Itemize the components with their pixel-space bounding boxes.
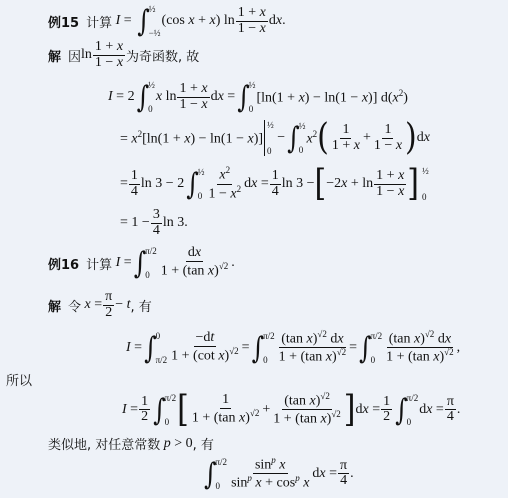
evaluation-limits: ½ 0 — [422, 166, 429, 202]
fraction: $\frac{(\tan x)^{√2} dx}{1 + (\tan x)^{√2}}$ — [386, 329, 454, 365]
result-prefix: 1 − — [131, 215, 150, 231]
solution-16-intro: 解 令 x = $\frac{\pi}{2}$ − t , 有 — [48, 289, 152, 320]
result-frac-num: 3 — [152, 207, 160, 222]
fraction: $\frac{1}{2}$ — [141, 393, 149, 425]
integral-sign: ∫ ½ 0 — [186, 166, 205, 202]
fraction: $\frac{1}{1 + (\tan x)^{√2}}$ — [191, 392, 260, 426]
equation-line-6: I = $\frac{1}{2}$ ∫ π/2 0 [ $\frac{1}{1 + (\tan x)^{√2}}$ + $\frac{(\tan x)^{√2}}{1 + (\tan x)^{√2}}$ ] dx = $\frac{1}{2}$ ∫ π/2 0 dx = $\frac{\pi}{4}$ . — [122, 388, 461, 431]
integral-sign: ∫ π/2 0 — [204, 456, 228, 492]
integral-sign: ∫ ½ 0 — [287, 120, 306, 156]
example-15-statement: 例15 计算 I = ∫ ½ −½ (cos x + x) ln $\frac{1 + x}{1 - x}$ dx. — [48, 3, 286, 39]
fraction: $\frac{1}{2}$ — [383, 393, 391, 425]
solution-15-text1: 因 — [68, 49, 82, 65]
similar-text2: , 有 — [192, 438, 214, 453]
fraction: $\frac{-dt}{1 + (\cot x)^{√2}}$ — [171, 330, 239, 364]
similar-statement: 类似地, 对任意常数 p > 0 , 有 — [48, 435, 214, 453]
formula-text: ln — [81, 47, 92, 63]
integral-sign: ∫ ½ 0 — [237, 79, 256, 115]
equation-line-2: = $x^2[\ln(1 + x) - \ln(1 - x)]$ ½ 0 − ∫ ½ 0 $x^2$ ( $\frac{1}{1 + x}$ + $\frac{1}{1 - x}$ ) dx — [120, 116, 430, 159]
fraction: $\frac{1 + x}{1 - x}$ — [376, 167, 405, 199]
equation-line-1: I = 2 ∫ ½ 0 x ln $\frac{1 + x}{1 - x}$ dx = ∫ ½ 0 [ln(1 + x) − ln(1 − x)] $d(x^2)$ — [108, 79, 408, 115]
example-15-label: 例15 — [48, 15, 80, 31]
integral-sign: ∫ π/2 0 — [395, 392, 419, 428]
integral-sign: ∫ π/2 0 — [359, 330, 383, 366]
result-tail: ln 3. — [162, 215, 188, 231]
example-16-label: 例16 — [48, 257, 80, 273]
equation-line-3: = $\frac{1}{4}$ ln 3 − 2 ∫ ½ 0 $\frac{x^2}{1 - x^2}$ dx = $\frac{1}{4}$ ln 3 − [ −2x + ln $\frac{1 + x}{1 - x}$ ] ½ 0 — [120, 162, 429, 205]
integral-sign: ∫ π/2 0 — [251, 330, 275, 366]
fraction: $\frac{1}{1 - x}$ — [373, 121, 403, 153]
fraction: $\frac{1 + x}{1 - x}$ — [237, 4, 266, 36]
suoyi-label: 所以 — [6, 374, 33, 389]
similar-text1: 类似地, 对任意常数 — [48, 438, 161, 453]
integral-sign: ∫ π/2 0 — [153, 392, 177, 428]
formula-text: I — [115, 13, 121, 28]
equation-line-4: = 1 − $\frac{3}{4}$ ln 3. — [120, 207, 188, 238]
fraction — [151, 208, 162, 238]
fraction: $\frac{x^2}{1 - x^2}$ — [208, 165, 242, 202]
equation-line-7: ∫ π/2 0 $\frac{\sin^p x}{\sin^p x + \cos^p x}$ dx = $\frac{\pi}{4}$ . — [204, 455, 354, 492]
fraction: $\frac{\sin^p x}{\sin^p x + \cos^p x}$ — [231, 455, 310, 491]
integral-sign: ∫ ½ −½ — [137, 3, 161, 39]
solution-15-intro — [48, 40, 199, 70]
fraction: $\frac{1}{4}$ — [271, 167, 279, 199]
example-15-intro: 计算 — [86, 15, 113, 31]
fraction: $\frac{1 + x}{1 - x}$ — [94, 39, 124, 70]
integral-sign: ∫ π/2 0 — [133, 245, 157, 281]
integral-sign: ∫ 0 π/2 — [144, 330, 168, 366]
example-16-intro: 计算 — [86, 257, 113, 273]
fraction: $\frac{1}{1 + x}$ — [331, 121, 360, 153]
fraction: $\frac{(\tan x)^{√2}}{1 + (\tan x)^{√2}}$ — [273, 391, 341, 427]
fraction: $\frac{1}{4}$ — [130, 167, 138, 199]
formula-text: (cos x + x) ln — [161, 13, 235, 28]
solution-16-label: 解 — [48, 299, 62, 315]
solution-16-text2: , 有 — [130, 299, 152, 315]
fraction: $\frac{\pi}{4}$ — [446, 393, 454, 425]
example-16-statement: 例16 计算 I = ∫ π/2 0 $\frac{dx}{1 + (\tan x)^{√2}}$ . — [48, 245, 235, 281]
equation-line-5: I = ∫ 0 π/2 $\frac{-dt}{1 + (\cot x)^{√2}}$ = ∫ π/2 0 $\frac{(\tan x)^{√2} dx}{1 + (\tan x)^{√2}}$ = ∫ π/2 0 $\frac{(\tan x)^{√2} dx}{1 + (\tan x)^{√2}}$ , — [126, 329, 461, 366]
fraction: $\frac{\pi}{4}$ — [340, 457, 348, 489]
fraction: $\frac{dx}{1 + (\tan x)^{√2}}$ — [160, 245, 229, 279]
evaluation-bar: ½ 0 — [264, 120, 274, 156]
fraction: $\frac{(\tan x)^{√2} dx}{1 + (\tan x)^{√2}}$ — [278, 329, 347, 365]
solution-15-label: 解 — [48, 49, 62, 65]
fraction: $\frac{\pi}{2}$ — [105, 289, 113, 320]
solution-15-text2: 为奇函数, 故 — [126, 49, 200, 65]
formula-text: dx. — [268, 13, 286, 28]
fraction: $\frac{1 + x}{1 - x}$ — [179, 80, 208, 112]
result-frac-den: 4 — [152, 222, 160, 238]
solution-16-text1: 令 — [68, 299, 82, 315]
integral-sign: ∫ ½ 0 — [136, 79, 155, 115]
